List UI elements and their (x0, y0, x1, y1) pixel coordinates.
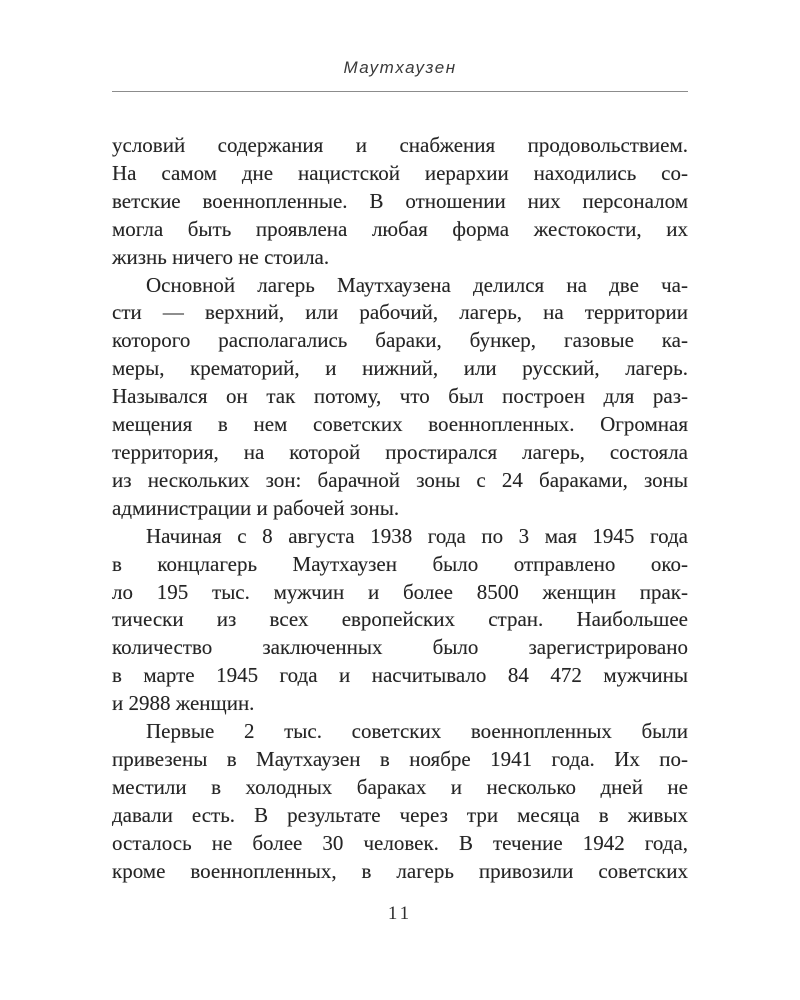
text-line: Начиная с 8 августа 1938 года по 3 мая 1945 года (146, 523, 688, 548)
text-line: сти — верхний, или рабочий, лагерь, на территории (112, 300, 688, 325)
text-line: жизнь ничего не стоила. (112, 244, 330, 269)
text-line: администрации и рабочей зоны. (112, 495, 400, 520)
text-line: На самом дне нацистской иерархии находились со- (112, 160, 688, 185)
text-line: Назывался он так потому, что был построен для раз- (112, 384, 688, 409)
text-line: привезены в Маутхаузен в ноябре 1941 года. Их по- (112, 746, 688, 771)
text-line: Основной лагерь Маутхаузена делился на две ча- (146, 272, 688, 297)
text-line: тически из всех европейских стран. Наибольшее (112, 607, 688, 632)
text-line: условий содержания и снабжения продовольствием. (112, 133, 688, 157)
text-line: ветские военнопленные. В отношении них персоналом (112, 188, 688, 213)
text-line: из нескольких зон: барачной зоны с 24 бараками, зоны (112, 467, 688, 492)
text-line: меры, крематорий, и нижний, или русский, лагерь. (112, 356, 688, 381)
text-line: количество заключенных было зарегистрировано (112, 635, 688, 660)
running-title: Маутхаузен (343, 58, 457, 77)
text-line: ло 195 тыс. мужчин и более 8500 женщин прак- (112, 579, 688, 604)
text-line: территория, на которой простирался лагерь, состояла (112, 439, 688, 464)
text-line: Первые 2 тыс. советских военнопленных были (146, 719, 688, 744)
body-text (112, 132, 688, 885)
paragraph-2 (112, 272, 688, 523)
text-line: давали есть. В результате через три месяца в живых (112, 802, 688, 827)
text-line: кроме военнопленных, в лагерь привозили советских (112, 858, 688, 883)
page-number: 11 (387, 903, 413, 924)
text-line: которого располагались бараки, бункер, газовые ка- (112, 328, 688, 353)
text-line: и 2988 женщин. (112, 691, 255, 716)
text-line: в концлагерь Маутхаузен было отправлено око- (112, 551, 688, 576)
text-line: мещения в нем советских военнопленных. Огромная (112, 412, 688, 437)
header-rule (112, 91, 688, 92)
paragraph-1 (112, 132, 688, 272)
text-line: могла быть проявлена любая форма жестокости, их (112, 216, 688, 241)
paragraph-4 (112, 718, 688, 885)
text-line: осталось не более 30 человек. В течение 1942 года, (112, 830, 688, 855)
text-line: в марте 1945 года и насчитывало 84 472 мужчины (112, 663, 688, 688)
text-line: местили в холодных бараках и несколько дней не (112, 774, 688, 799)
paragraph-3 (112, 523, 688, 718)
